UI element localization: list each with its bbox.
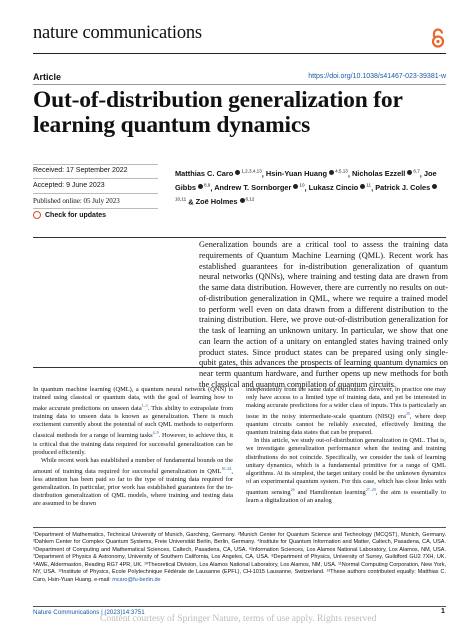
orcid-icon[interactable] xyxy=(360,184,365,189)
abstract-top-rule xyxy=(33,237,446,238)
orcid-icon[interactable] xyxy=(240,198,245,203)
author-list: Matthias C. Caro $^{1,2,3,4,13}$, Hsin-Yuan Huang $^{4,5,13}$, Nicholas Ezzell $^{6,7}$, Joe Gibbs $^{8,9}$, Andrew T. Sornborger $^{10}$, Lukasz Cincio $^{11}$, Patrick J. Coles$^{10,11}$ & Zoë Holmes $^{6,12}$ xyxy=(175,169,437,207)
author-name-text: Hsin-Yuan Huang xyxy=(265,169,328,179)
author-name[interactable] xyxy=(196,197,255,206)
page-number: 1 xyxy=(441,608,445,615)
affiliations-rule xyxy=(33,527,446,528)
received-date: Received: 17 September 2022 xyxy=(33,167,128,174)
abstract: Generalization bounds are a critical tool to assess the training data requirements of Quantum Machine Learning (QML). Recent work has established guarantees for in-distribution generalization of quantum neural networks (QNNs), where training and testing data are drawn from the same data distribution. However, there are currently no results on out-of-distribution generalization in QML, where we require a trained model to perform well even on data drawn from a different distribution to the training distribution. Here, we prove out-of-distribution generalization for the task of learning an unknown unitary. In particular, we show that one can learn the action of a unitary on entangled states having trained only product states. Since product states can be prepared using only single-qubit gates, this advances the prospects of learning quantum dynamics on near term quantum hardware, and further opens up new methods for both the classical and quantum compilation of quantum circuits. xyxy=(199,240,448,389)
affiliations-text: ¹Department of Mathematics, Technical University of Munich, Garching, Germany. ²Munich Center for Quantum Science and Technology (MCQST), Munich, Germany. ³Dahlem Center for Complex Quantum Systems, Freie Universität Berlin, Berlin, Germany. ⁴Institute for Quantum Information and Matter, Caltech, Pasadena, CA, USA. ⁵Department of Computing and Mathematical Sciences, Caltech, Pasadena, CA, USA. ⁶Information Sciences, Los Alamos National Laboratory, Los Alamos, NM, USA. ⁷Department of Physics & Astronomy, University of Southern California, Los Angeles, CA, USA. ⁸Department of Physics, University of Surrey, Guildford GU2 7XH, UK. ⁹AWE, Aldermaston, Reading RG7 4PR, UK. ¹⁰Theoretical Division, Los Alamos National Laboratory, Los Alamos, NM, USA. ¹¹Normal Computing Corporation, New York, NY, USA. ¹²Institute of Physics, Ecole Polytechnique Fédérale de Lausanne (EPFL), CH-1015 Lausanne, Switzerland. ¹³These authors contributed equally: Matthias C. Caro, Hsin-Yuan Huang. xyxy=(33,532,446,583)
citation-link[interactable]: 1–3 xyxy=(141,403,148,409)
author-name[interactable] xyxy=(309,183,371,192)
author-name-text: Lukasz Cincio xyxy=(308,183,359,193)
citation-link[interactable]: 26 xyxy=(290,486,295,492)
dates-rule xyxy=(33,193,158,194)
affiliations xyxy=(33,532,446,584)
author-affiliation-marks: 11 xyxy=(366,182,372,188)
citation-link[interactable]: 25 xyxy=(405,411,410,417)
orcid-icon[interactable] xyxy=(432,184,437,189)
open-access-icon xyxy=(430,28,446,48)
body-paragraph: In quantum machine learning (QML), a quantum neural network (QNN) is trained using classical or quantum data, with the goal of learning how to make accurate predictions on unseen data$^{1-3}$. This ability to extrapolate from training data to unseen data is known as generalization. There is much excitement currently about the potential of such QML methods to outperform classical methods for a range of learning tasks$^{4-9}$. However, to achieve this, it is critical that the training data required for successful generalization can be produced efficiently. xyxy=(33,386,233,456)
citation-link[interactable]: 27–29 xyxy=(365,486,376,492)
email-link[interactable]: mcaro@fu-berlin.de xyxy=(112,576,161,583)
orcid-icon[interactable] xyxy=(293,184,298,189)
author-name-text: Zoë Holmes xyxy=(195,197,238,207)
author-affiliation-marks: 6,7 xyxy=(413,169,420,174)
author-affiliation-marks: 4,5,13 xyxy=(335,169,348,174)
abstract-bottom-rule xyxy=(33,367,446,368)
body-paragraph: While recent work has established a number of fundamental bounds on the amount of training data required for successful generalization in QML$^{10-24}$, less attention has been paid so far to the type of training data required for generalization. In particular, prior work has established guarantees for the in-distribution generalization of QML models, where training and testing data are assumed to be drawn xyxy=(33,456,233,507)
published-date: Published online: 05 July 2023 xyxy=(33,197,120,205)
orcid-icon[interactable] xyxy=(407,170,412,175)
accepted-date: Accepted: 9 June 2023 xyxy=(33,182,105,189)
author-name-text: Andrew T. Sornborger xyxy=(214,183,292,193)
author-name-text: Patrick J. Coles xyxy=(375,183,431,193)
body-column-left xyxy=(33,386,233,508)
author-name[interactable] xyxy=(352,169,420,178)
author-name-text: Matthias C. Caro xyxy=(175,169,234,179)
email-label: e-mail: xyxy=(94,576,111,583)
orcid-icon[interactable] xyxy=(198,184,203,189)
author-name-text: Joe Gibbs xyxy=(175,169,437,193)
journal-name: nature communications xyxy=(33,23,202,43)
author-name[interactable] xyxy=(175,169,262,178)
title-rule xyxy=(33,84,446,85)
author-affiliation-marks: 6,12 xyxy=(245,196,255,202)
orcid-icon[interactable] xyxy=(235,170,240,175)
author-name-text: Nicholas Ezzell xyxy=(351,169,406,179)
citation-link[interactable]: 4–9 xyxy=(152,430,159,436)
article-type: Article xyxy=(33,72,62,82)
dates-rule xyxy=(33,164,158,165)
orcid-icon[interactable] xyxy=(329,170,334,175)
author-affiliation-marks: 10 xyxy=(299,182,305,188)
check-updates-button[interactable] xyxy=(33,211,106,219)
dates-rule xyxy=(33,178,158,179)
citation-link[interactable]: 10–24 xyxy=(221,465,232,471)
header-rule xyxy=(33,53,446,54)
check-updates-icon xyxy=(33,211,41,219)
author-affiliation-marks: 10,11 xyxy=(175,196,187,202)
author-affiliation-marks: 1,2,3,4,13 xyxy=(241,169,262,174)
article-title: Out-of-distribution generalization for learning quantum dynamics xyxy=(33,87,403,138)
footer-journal-ref: Nature Communications | (2023)14:3751 xyxy=(33,609,145,616)
author-name[interactable] xyxy=(214,183,304,192)
doi-link[interactable]: https://doi.org/10.1038/s41467-023-39381-w xyxy=(308,73,446,80)
footer-rule xyxy=(33,606,446,607)
dates-rule xyxy=(33,208,158,209)
author-name[interactable] xyxy=(266,169,348,178)
courtesy-watermark: Content courtesy of Springer Nature, terms of use apply. Rights reserved xyxy=(100,614,377,624)
author-affiliation-marks: 8,9 xyxy=(203,182,211,188)
body-paragraph: In this article, we study out-of-distribution generalization in QML. That is, we investigate generalization performance when the testing and training distributions do not coincide. Specifically, we consider the task of learning unitary dynamics, which is a fundamental primitive for a range of QML algorithms. At its simplest, the target unitary could be the unknown dynamics of an experimental quantum system. For this case, which has close links with quantum sensing$^{26}$ and Hamiltonian learning$^{27-29}$, the aim is essentially to learn a digitalization of an analog xyxy=(246,437,447,504)
check-updates-label: Check for updates xyxy=(45,211,107,219)
body-column-right xyxy=(246,386,446,505)
body-paragraph: independently from the same data distribution. However, in practice one may only have access to a limited type of training data, and yet be interested in making accurate predictions for a wider class of inputs. This is particularly an issue in the noisy intermediate-scale quantum (NISQ) era$^{25}$, where deep quantum circuits cannot be reliably executed, effectively limiting the quantum training data states that can be prepared. xyxy=(246,386,447,437)
